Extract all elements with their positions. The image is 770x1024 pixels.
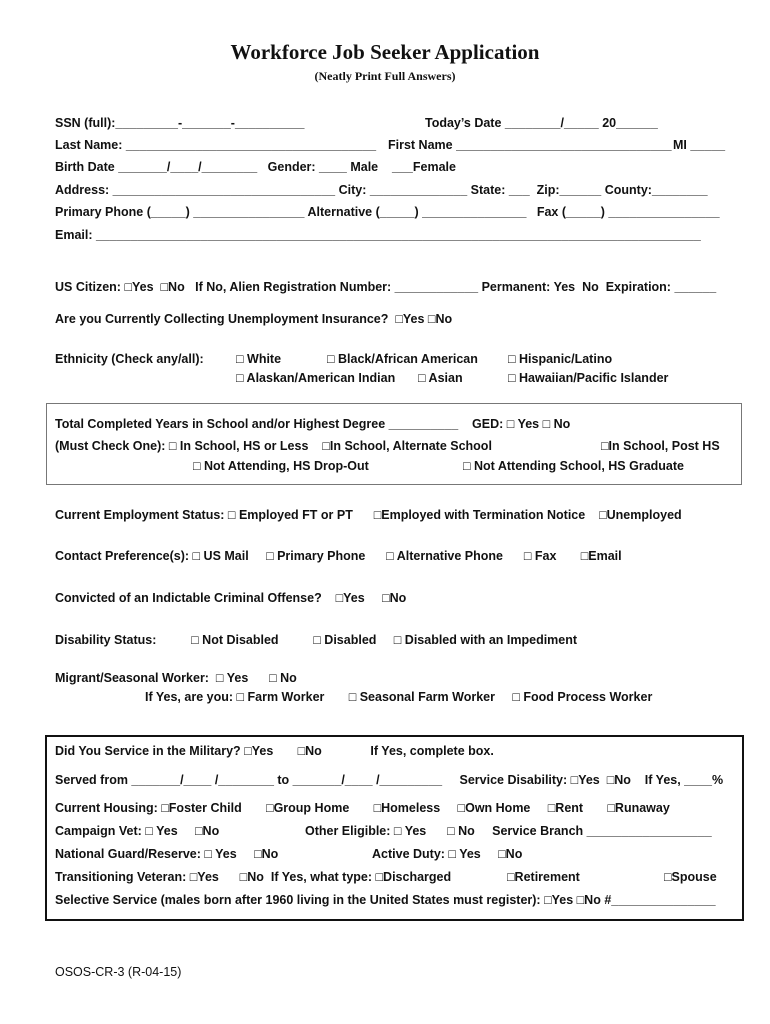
ethnicity-hispanic-checkbox[interactable]: □ Hispanic/Latino <box>508 352 613 366</box>
form-subtitle: (Neatly Print Full Answers) <box>314 69 456 83</box>
last-name-field[interactable]: Last Name: ____________________________________ <box>55 138 377 152</box>
form-title: Workforce Job Seeker Application <box>230 40 540 64</box>
ethnicity-alaskan-checkbox[interactable]: □ Alaskan/American Indian <box>236 371 396 385</box>
selective-service-row[interactable]: Selective Service (males born after 1960 living in the United States must register): □Yes □No #_______________ <box>55 893 716 907</box>
middle-initial-field[interactable]: MI _____ <box>673 138 726 152</box>
other-eligible-row[interactable]: Other Eligible: □ Yes □ No Service Branch __________________ <box>305 824 712 838</box>
ssn-field[interactable]: SSN (full):_________-_______-__________ <box>55 116 305 130</box>
current-housing-row[interactable]: Current Housing: □Foster Child □Group Home □Homeless □Own Home □Rent □Runaway <box>55 801 670 815</box>
education-row[interactable]: Total Completed Years in School and/or Highest Degree __________ GED: □ Yes □ No <box>55 417 571 431</box>
birth-gender-row[interactable]: Birth Date _______/____/________ Gender: ____ Male ___Female <box>55 160 456 174</box>
disability-status-row[interactable]: Disability Status: □ Not Disabled □ Disabled □ Disabled with an Impediment <box>55 633 578 647</box>
contact-preference-row[interactable]: Contact Preference(s): □ US Mail □ Primary Phone □ Alternative Phone □ Fax □Email <box>55 549 622 563</box>
not-attending-graduate-checkbox[interactable]: □ Not Attending School, HS Graduate <box>463 459 684 473</box>
migrant-type-row[interactable]: If Yes, are you: □ Farm Worker □ Seasonal Farm Worker □ Food Process Worker <box>145 690 653 704</box>
email-field[interactable]: Email: _______________________________________________________________________________________ <box>55 228 701 242</box>
first-name-field[interactable]: First Name _______________________________ <box>388 138 672 152</box>
retirement-checkbox[interactable]: □Retirement <box>507 870 580 884</box>
migrant-worker-row[interactable]: Migrant/Seasonal Worker: □ Yes □ No <box>55 671 297 685</box>
employment-status-row[interactable]: Current Employment Status: □ Employed FT or PT □Employed with Termination Notice □Unemployed <box>55 508 682 522</box>
todays-date-field[interactable]: Today’s Date ________/_____ 20______ <box>425 116 658 130</box>
served-dates-row[interactable]: Served from _______/____ /________ to _______/____ /_________ Service Disability: □Yes □No If Yes, ____% <box>55 773 724 787</box>
unemployment-row[interactable]: Are you Currently Collecting Unemployment Insurance? □Yes □No <box>55 312 453 326</box>
spouse-checkbox[interactable]: □Spouse <box>664 870 717 884</box>
ethnicity-asian-checkbox[interactable]: □ Asian <box>418 371 463 385</box>
school-status-row[interactable]: (Must Check One): □ In School, HS or Less □In School, Alternate School <box>55 439 492 453</box>
ethnicity-label: Ethnicity (Check any/all): <box>55 352 204 366</box>
ethnicity-hawaiian-checkbox[interactable]: □ Hawaiian/Pacific Islander <box>508 371 669 385</box>
military-service-row[interactable]: Did You Service in the Military? □Yes □No If Yes, complete box. <box>55 744 494 758</box>
school-post-hs-checkbox[interactable]: □In School, Post HS <box>601 439 720 453</box>
phone-row[interactable]: Primary Phone (_____) ________________ Alternative (_____) _______________ Fax (_____) ________________ <box>55 205 720 219</box>
campaign-vet-row[interactable]: Campaign Vet: □ Yes □No <box>55 824 220 838</box>
ethnicity-white-checkbox[interactable]: □ White <box>236 352 282 366</box>
citizen-row[interactable]: US Citizen: □Yes □No If No, Alien Registration Number: ____________ Permanent: Yes No Expiration: ______ <box>55 280 717 294</box>
national-guard-row[interactable]: National Guard/Reserve: □ Yes □No <box>55 847 279 861</box>
address-row[interactable]: Address: ________________________________ City: ______________ State: ___ Zip:______ County:________ <box>55 183 708 197</box>
active-duty-row[interactable]: Active Duty: □ Yes □No <box>372 847 523 861</box>
not-attending-dropout-checkbox[interactable]: □ Not Attending, HS Drop-Out <box>193 459 369 473</box>
form-code: OSOS-CR-3 (R-04-15) <box>55 965 182 979</box>
ethnicity-black-checkbox[interactable]: □ Black/African American <box>327 352 478 366</box>
transitioning-veteran-row[interactable]: Transitioning Veteran: □Yes □No If Yes, what type: □Discharged <box>55 870 452 884</box>
convicted-row[interactable]: Convicted of an Indictable Criminal Offense? □Yes □No <box>55 591 407 605</box>
